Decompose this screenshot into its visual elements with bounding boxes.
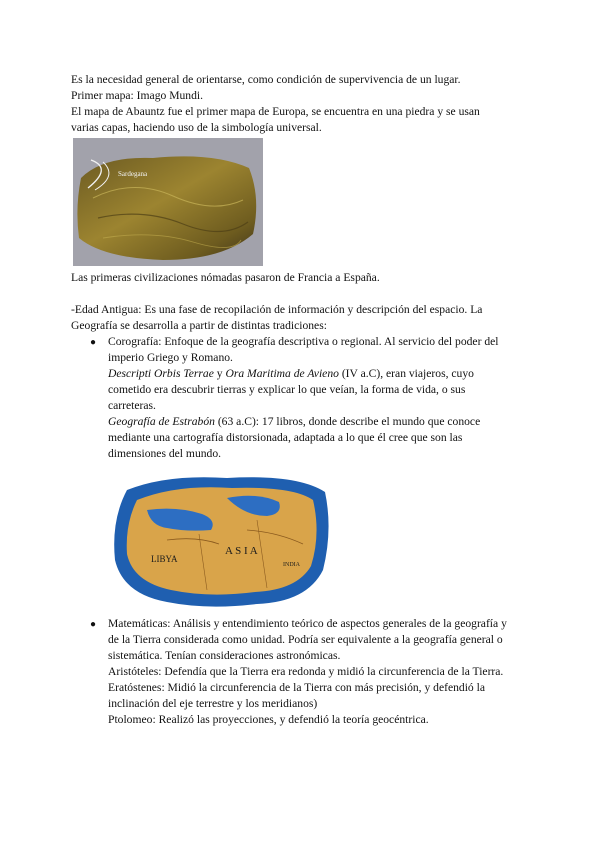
stone-label: Sardegana [118, 170, 148, 178]
list-item-line: Matemáticas: Análisis y entendimiento teórico de aspectos generales de la geografía y [108, 617, 507, 630]
bullet-icon: ● [90, 619, 97, 630]
list-item-line: cometido era descubrir tierras y explicar lo que veían, la forma de vida, o sus [108, 383, 466, 396]
paragraph-line: Primer mapa: Imago Mundi. [71, 89, 204, 102]
text-span: y [213, 367, 226, 380]
list-item-line [108, 366, 474, 382]
list-item-line: inclinación del eje terrestre y los meridianos) [108, 697, 318, 710]
bullet-icon: ● [90, 337, 97, 348]
map-label-india: INDIA [283, 562, 300, 568]
paragraph-line: Es la necesidad general de orientarse, como condición de supervivencia de un lugar. [71, 73, 461, 86]
paragraph-line: -Edad Antigua: Es una fase de recopilación de información y descripción del espacio. La [71, 303, 483, 316]
italic-title: Ora Maritima de Avieno [225, 367, 339, 380]
italic-title: Descripti Orbis Terrae [108, 367, 214, 380]
list-item-line: Corografía: Enfoque de la geografía descriptiva o regional. Al servicio del poder del [108, 335, 499, 348]
text-span: (IV a.C), eran viajeros, cuyo [338, 367, 474, 380]
list-item-line: Ptolomeo: Realizó las proyecciones, y defendió la teoría geocéntrica. [108, 713, 429, 726]
list-item-line: Eratóstenes: Midió la circunferencia de la Tierra con más precisión, y defendió la [108, 681, 485, 694]
map-label-asia: A S I A [225, 545, 258, 557]
list-item-line: sistemática. Tenían consideraciones astronómicas. [108, 649, 341, 662]
abauntz-stone-map-image [73, 138, 263, 266]
text-span: (63 a.C): 17 libros, donde describe el mundo que conoce [214, 415, 481, 428]
image-caption: Las primeras civilizaciones nómadas pasaron de Francia a España. [71, 271, 380, 284]
list-item-line: de la Tierra considerada como unidad. Podría ser equivalente a la geografía general o [108, 633, 503, 646]
paragraph-line: Geografía se desarrolla a partir de distintas tradiciones: [71, 319, 327, 332]
paragraph-line: El mapa de Abauntz fue el primer mapa de Europa, se encuentra en una piedra y se usan [71, 105, 480, 118]
list-item-line: carreteras. [108, 399, 156, 412]
list-item-line: mediante una cartografía distorsionada, adaptada a lo que él cree que son las [108, 431, 463, 444]
list-item-line [108, 414, 480, 430]
map-label-libya: LIBYA [151, 554, 178, 564]
italic-title: Geografía de Estrabón [108, 415, 215, 428]
paragraph-line: varias capas, haciendo uso de la simbología universal. [71, 121, 322, 134]
list-item-line: imperio Griego y Romano. [108, 351, 233, 364]
list-item-line: Aristóteles: Defendía que la Tierra era redonda y midió la circunferencia de la Tierra. [108, 665, 504, 678]
strabo-world-map-image [107, 470, 333, 610]
list-item-line: dimensiones del mundo. [108, 447, 222, 460]
